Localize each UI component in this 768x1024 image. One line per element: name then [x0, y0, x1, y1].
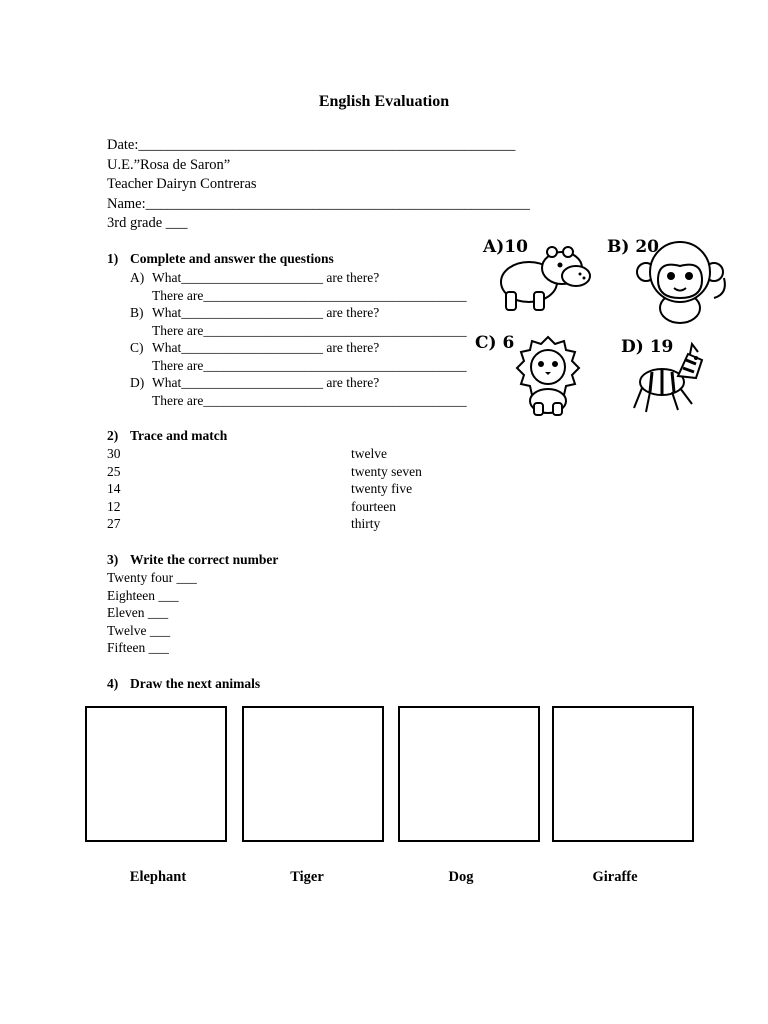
match-number: 25	[107, 463, 121, 479]
q4-number: 4)	[107, 676, 119, 691]
drawing-box-giraffe[interactable]	[552, 706, 694, 842]
animal-label-giraffe: Giraffe	[592, 869, 638, 885]
q1-item-letter: B)	[130, 305, 144, 320]
q1-item-letter: A)	[130, 270, 145, 285]
q2-heading: Trace and match	[130, 428, 228, 443]
name-line: Name:_____________________________________________________	[107, 195, 530, 212]
match-number: 27	[107, 516, 121, 531]
q1-item-what: What_____________________ are there?	[152, 340, 380, 355]
animal-label-elephant: Elephant	[129, 869, 187, 885]
lion-icon	[506, 333, 590, 417]
drawing-box-dog[interactable]	[398, 706, 540, 842]
number-word-item: Twelve ___	[107, 622, 171, 638]
q3-heading: Write the correct number	[130, 552, 279, 567]
grade-line: 3rd grade ___	[107, 215, 188, 231]
date-line: Date:____________________________________________________	[107, 137, 516, 153]
match-number: 12	[107, 498, 121, 514]
picture-b-label: B) 20	[607, 237, 660, 257]
number-word-item: Twenty four ___	[107, 570, 197, 585]
q4-heading: Draw the next animals	[130, 676, 261, 691]
q1-item-there: There are_______________________________________	[152, 322, 467, 338]
q2-number: 2)	[107, 428, 119, 443]
match-word: twenty five	[351, 481, 413, 496]
q1-item-there: There are_______________________________________	[152, 287, 467, 303]
number-word-item: Eighteen ___	[107, 587, 179, 603]
picture-d-label: D) 19	[621, 337, 674, 357]
drawing-box-elephant[interactable]	[85, 706, 227, 842]
q1-item-what: What_____________________ are there?	[152, 305, 380, 320]
q1-number: 1)	[107, 251, 119, 266]
q1-item-letter: D)	[130, 375, 145, 390]
monkey-icon	[636, 238, 728, 326]
match-word: twelve	[351, 446, 387, 461]
teacher-line: Teacher Dairyn Contreras	[107, 176, 257, 192]
q1-item-what: What_____________________ are there?	[152, 375, 380, 390]
page-title: English Evaluation	[318, 93, 450, 110]
q1-item-there: There are_______________________________________	[152, 357, 467, 373]
match-word: twenty seven	[351, 463, 422, 479]
q1-item-letter: C)	[130, 340, 144, 355]
q1-item-there: There are_______________________________________	[152, 392, 467, 408]
q3-number: 3)	[107, 552, 119, 567]
q1-item-what: What_____________________ are there?	[152, 270, 380, 285]
match-number: 14	[107, 481, 121, 496]
q1-heading: Complete and answer the questions	[130, 251, 334, 266]
number-word-item: Eleven ___	[107, 605, 169, 620]
zebra-icon	[628, 338, 710, 418]
number-word-item: Fifteen ___	[107, 640, 169, 655]
drawing-box-tiger[interactable]	[242, 706, 384, 842]
animal-label-dog: Dog	[448, 869, 474, 885]
picture-c-label: C) 6	[475, 333, 515, 353]
match-number: 30	[107, 446, 121, 461]
picture-a-label: A)10	[483, 237, 528, 257]
match-word: fourteen	[351, 498, 396, 514]
animal-label-tiger: Tiger	[290, 869, 324, 885]
match-word: thirty	[351, 516, 381, 531]
school-line: U.E.”Rosa de Saron”	[107, 156, 231, 173]
hippo-icon	[494, 240, 594, 320]
